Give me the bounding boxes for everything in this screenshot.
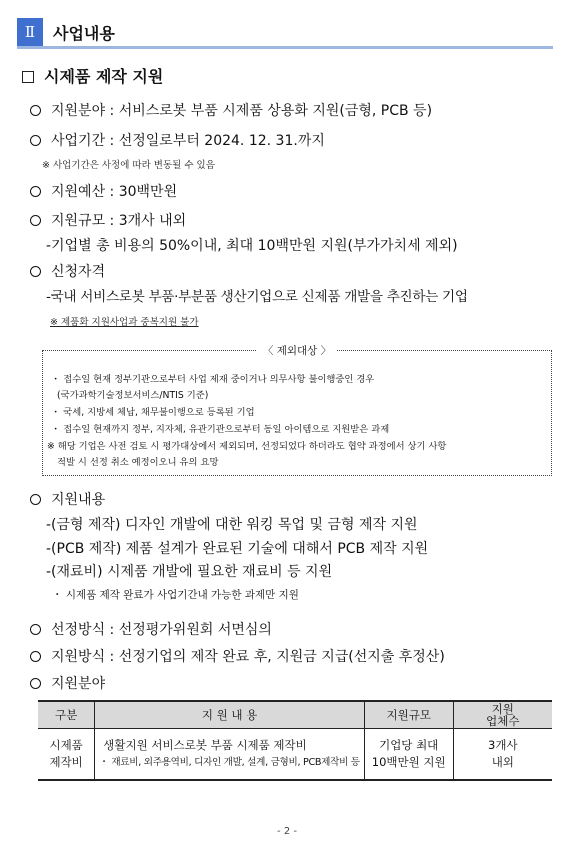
header-category: 구분 bbox=[38, 701, 95, 729]
exclusion-line: ※ 해당 기업은 사전 검토 시 평가대상에서 제외되며, 선정되었다 하더라도 협약 과정에서 상기 사항 bbox=[47, 441, 447, 452]
support-table bbox=[38, 700, 552, 781]
item-selection: 선정방식 : 선정평가위원회 서면심의 bbox=[30, 619, 272, 639]
circle-bullet-icon bbox=[30, 266, 41, 277]
exclusion-box bbox=[42, 345, 552, 476]
subtitle bbox=[22, 64, 163, 87]
exclusion-line: ・ 접수일 현재까지 정부, 지자체, 유관기관으로부터 동일 아이템으로 지원받은 과제 bbox=[51, 424, 390, 435]
item-method: 지원방식 : 선정기업의 제작 완료 후, 지원금 지급(선지출 후정산) bbox=[30, 646, 445, 666]
circle-bullet-icon bbox=[30, 186, 41, 197]
cell-content: 생활지원 서비스로봇 부품 시제품 제작비 ・ 재료비, 외주용역비, 디자인 개발, 설계, 금형비, PCB제작비 등 bbox=[95, 729, 365, 781]
subtitle-text: 시제품 제작 지원 bbox=[44, 67, 164, 86]
header-content: 지 원 내 용 bbox=[95, 701, 365, 729]
item-content: 지원내용 bbox=[30, 489, 105, 509]
section-title: 사업내용 bbox=[53, 24, 115, 43]
circle-bullet-icon bbox=[30, 215, 41, 226]
content-detail: -(금형 제작) 디자인 개발에 대한 워킹 목업 및 금형 제작 지원 bbox=[46, 517, 418, 533]
eligibility-note: ※ 제품화 지원사업과 중복지원 불가 bbox=[50, 317, 199, 328]
table-header-row bbox=[38, 701, 552, 729]
circle-bullet-icon bbox=[30, 135, 41, 146]
period-note: ※ 사업기간은 사정에 따라 변동될 수 있음 bbox=[42, 160, 215, 171]
section-underline bbox=[17, 46, 553, 49]
page-number: - 2 - bbox=[277, 826, 297, 837]
content-detail: -(PCB 제작) 제품 설계가 완료된 기술에 대해서 PCB 제작 지원 bbox=[46, 541, 429, 557]
checkbox-square-icon bbox=[22, 71, 34, 83]
exclusion-line: (국가과학기술정보서비스/NTIS 기준) bbox=[57, 390, 209, 401]
scale-detail: -기업별 총 비용의 50%이내, 최대 10백만원 지원(부가가치세 제외) bbox=[46, 238, 458, 254]
eligibility-detail: -국내 서비스로봇 부품·부분품 생산기업으로 신제품 개발을 추진하는 기업 bbox=[46, 289, 468, 305]
circle-bullet-icon bbox=[30, 651, 41, 662]
item-field: 지원분야 : 서비스로봇 부품 시제품 상용화 지원(금형, PCB 등) bbox=[30, 100, 432, 120]
circle-bullet-icon bbox=[30, 624, 41, 635]
item-field2: 지원분야 bbox=[30, 673, 105, 693]
table-row bbox=[38, 729, 552, 781]
section-number: Ⅱ bbox=[17, 18, 43, 46]
header-scale: 지원규모 bbox=[364, 701, 453, 729]
circle-bullet-icon bbox=[30, 678, 41, 689]
content-detail: -(재료비) 시제품 개발에 필요한 재료비 등 지원 bbox=[46, 564, 333, 580]
exclusion-line: ・ 접수일 현재 정부기관으로부터 사업 제재 중이거나 의무사항 불이행중인 경우 bbox=[51, 374, 375, 385]
content-bullet: ・ 시제품 제작 완료가 사업기간내 가능한 과제만 지원 bbox=[52, 589, 299, 601]
item-budget: 지원예산 : 30백만원 bbox=[30, 181, 177, 201]
circle-bullet-icon bbox=[30, 494, 41, 505]
circle-bullet-icon bbox=[30, 105, 41, 116]
item-eligibility: 신청자격 bbox=[30, 261, 105, 281]
item-period: 사업기간 : 선정일로부터 2024. 12. 31.까지 bbox=[30, 130, 325, 150]
section-header bbox=[17, 18, 553, 48]
exclusion-line: ・ 국세, 지방세 체납, 채무불이행으로 등록된 기업 bbox=[51, 407, 255, 418]
exclusion-title: 〈 제외대상 〉 bbox=[43, 343, 551, 358]
item-scale: 지원규모 : 3개사 내외 bbox=[30, 210, 186, 230]
cell-category: 시제품 제작비 bbox=[38, 729, 95, 781]
cell-count: 3개사 내외 bbox=[453, 729, 552, 781]
header-count: 지원 업체수 bbox=[453, 701, 552, 729]
cell-scale: 기업당 최대 10백만원 지원 bbox=[364, 729, 453, 781]
exclusion-line: 적발 시 선정 취소 예정이오니 유의 요망 bbox=[57, 457, 219, 468]
